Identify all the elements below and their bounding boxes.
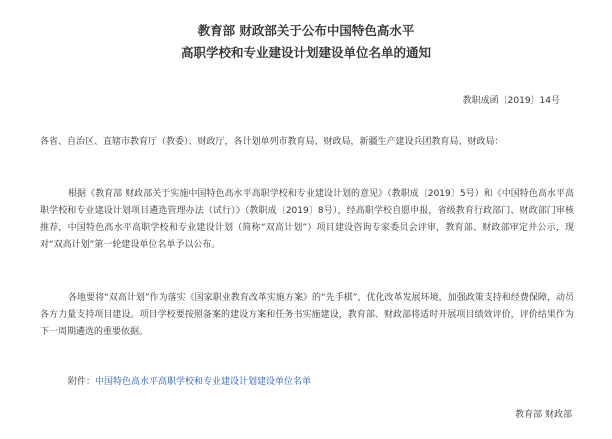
signature: 教育部 财政部 [515,410,572,420]
attachment-label: 附件： [68,377,96,387]
body-paragraph-2: 各地要将“双高计划”作为落实《国家职业教育改革实施方案》的“先手棋”，优化改革发展环境，加强政策支持和经费保障，动员各方力量支持项目建设。项目学校要按照备案的建设方案和任务书实施建设，教育部、财政部将适时开展项目绩效评价，评价结果作为下一周期遴选的重要依据。 [40,293,574,337]
notice-title-line2: 高职学校和专业建设计划建设单位名单的通知 [180,45,431,60]
attachment-link[interactable]: 中国特色高水平高职学校和专业建设计划建设单位名单 [95,377,312,387]
addressee-paragraph: 各省、自治区、直辖市教育厅（教委）、财政厅，各计划单列市教育局、财政局，新疆生产建设兵团教育局、财政局： [40,137,504,147]
notice-title-line1: 教育部 财政部关于公布中国特色高水平 [197,23,415,38]
document-number: 教职成函〔2019〕14号 [462,96,560,106]
attachment-line [68,376,311,388]
body-paragraph-1: 根据《教育部 财政部关于实施中国特色高水平高职学校和专业建设计划的意见》（教职成〔2019〕5号）和《中国特色高水平高职学校和专业建设计划项目遴选管理办法（试行）》（教职成〔2019〕8号），经高职学校自愿申报，省级教育行政部门、财政部门审核推荐，中国特色高水平高职学校和专业建设计划（简称“双高计划”）项目建设咨询专家委员会评审，教育部、财政部审定并公示，现对“双高计划”第一轮建设单位名单予以公布。 [40,189,574,250]
